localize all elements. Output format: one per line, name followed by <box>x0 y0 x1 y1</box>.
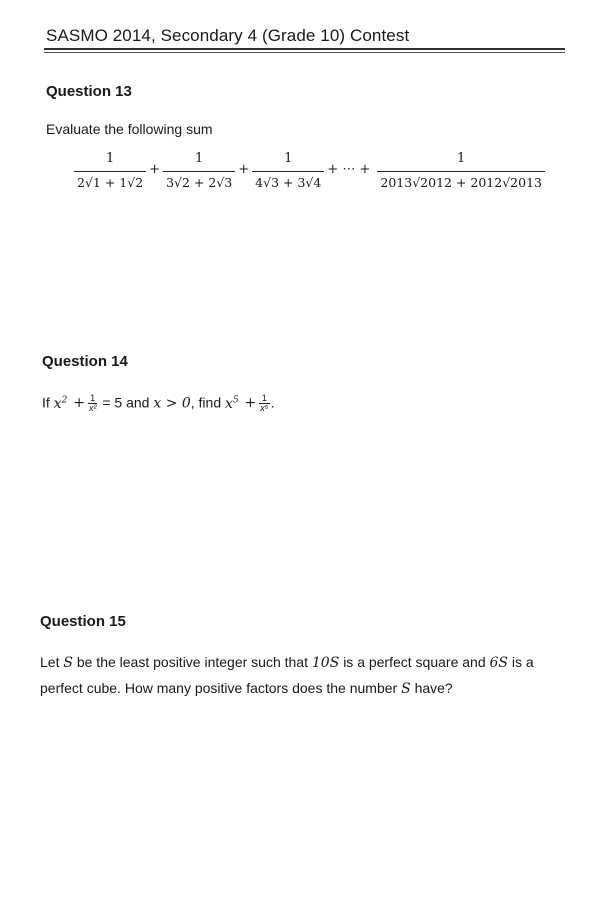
q15-line1-b: be the least positive integer such that <box>76 654 308 670</box>
sum-term-3 <box>252 150 324 192</box>
header-rule-thick <box>44 48 565 50</box>
sum-term-2 <box>163 150 235 192</box>
plus-sign: + <box>149 161 161 177</box>
q14-if: If <box>42 394 50 411</box>
q14-x-fifth: $x^5$ <box>225 395 239 412</box>
q15-line1-d: is a <box>511 654 534 670</box>
sum-term-1-denominator: 2√1 + 1√2 <box>74 171 146 192</box>
sum-term-last <box>377 150 545 192</box>
q14-find: , find <box>190 394 222 411</box>
q15-line2-b: have? <box>414 680 453 696</box>
q14-period: . <box>270 394 275 411</box>
question-15-title: Question 15 <box>40 613 126 630</box>
sum-term-last-numerator: 1 <box>457 151 466 166</box>
question-13-title: Question 13 <box>46 83 132 100</box>
q14-condition: x > 0 <box>153 395 191 412</box>
sum-term-last-denominator: 2013√2012 + 2012√2013 <box>377 171 545 192</box>
page-header: SASMO 2014, Secondary 4 (Grade 10) Contest <box>46 26 410 45</box>
sum-term-3-numerator: 1 <box>284 151 293 166</box>
question-13-sum <box>74 150 545 192</box>
question-14-title: Question 14 <box>42 353 128 370</box>
q15-six-s: 6S <box>489 655 508 671</box>
ellipsis-plus: + ⋯ + <box>327 161 371 177</box>
sum-term-1 <box>74 150 146 192</box>
q14-x-squared: $x^2$ <box>53 395 68 412</box>
q15-let: Let <box>40 654 60 670</box>
q15-var-s-2: S <box>401 681 411 697</box>
q15-line2-a: perfect cube. How many positive factors does the number <box>40 680 398 696</box>
q15-var-s: S <box>63 655 73 671</box>
sum-term-1-numerator: 1 <box>105 151 115 166</box>
sum-term-2-numerator: 1 <box>195 151 204 166</box>
question-14-text: If $x^2$ + $\frac{1}{\text{x²}}$ = 5 and x > 0, find $x^5$ + $\frac{1}{\text{x⁵}}$ . <box>42 393 275 414</box>
q14-equals-five: = 5 and <box>102 394 150 411</box>
sum-term-3-denominator: 4√3 + 3√4 <box>252 171 324 192</box>
sum-term-2-denominator: 3√2 + 2√3 <box>163 171 235 192</box>
q14-reciprocal-x-squared: $\frac{1}{\text{x²}}$ <box>88 393 97 414</box>
header-rule-thin <box>44 52 565 53</box>
q15-ten-s: 10S <box>311 655 340 671</box>
plus-sign: + <box>238 161 250 177</box>
question-15-text <box>40 650 565 702</box>
q14-reciprocal-x-fifth: $\frac{1}{\text{x⁵}}$ <box>260 393 269 414</box>
q15-line1-c: is a perfect square and <box>343 654 486 670</box>
question-13-text: Evaluate the following sum <box>46 121 213 137</box>
